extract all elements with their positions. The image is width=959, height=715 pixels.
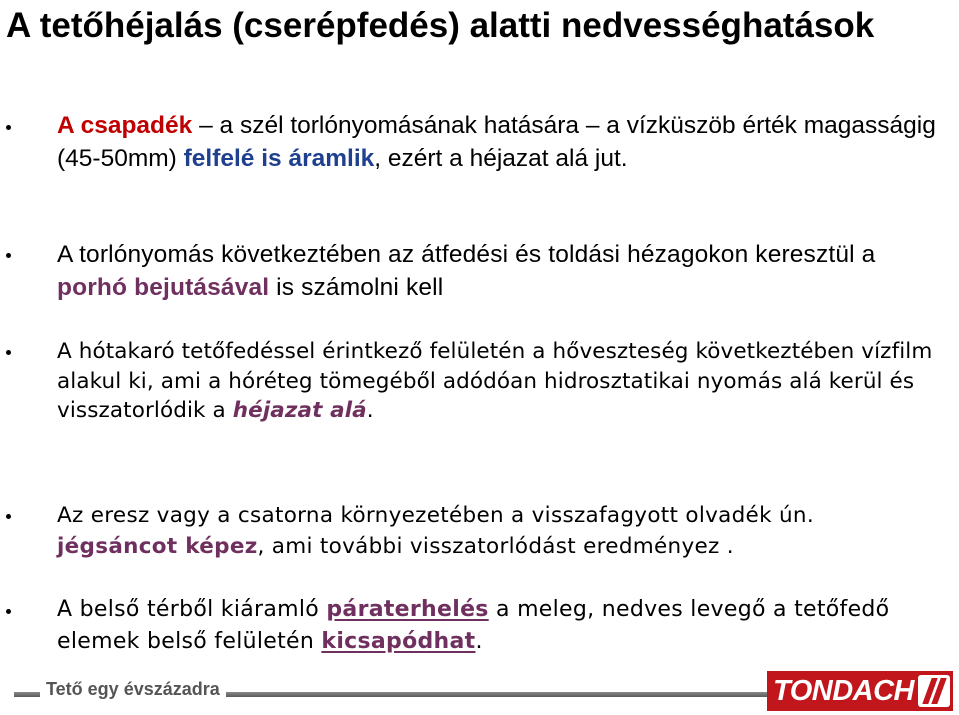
bullet-text-segment: A csapadék — [57, 112, 193, 139]
bullet-text-segment: A torlónyomás következtében az átfedési és toldási hézagokon keresztül a — [57, 241, 876, 268]
tondach-mark-icon — [918, 675, 950, 707]
bullet-item — [57, 594, 937, 658]
bullet-item — [57, 238, 937, 304]
bullet-text-segment: – a szél torlónyomásának hatására – a vízküszöb érték magasságig (45-50mm) — [57, 112, 936, 172]
bullet-text-segment: A hótakaró tetőfedéssel érintkező felületén a hőveszteség következtében vízfilm alakul ki, ami a hóréteg tömegéből adódóan hidrosztatikai nyomás alá kerül és visszatorlódik a — [57, 339, 933, 423]
footer-tagline-suffix: egy évszázadra — [87, 679, 220, 699]
bullet-text-segment: porhó bejutásával — [57, 274, 270, 301]
bullet-text-segment: , ami további visszatorlódást eredményez . — [257, 534, 734, 559]
bullet-text-segment: . — [366, 398, 374, 423]
bullet-text-segment: Az eresz vagy a csatorna környezetében a visszafagyott olvadék ún. — [57, 503, 814, 528]
footer-tagline — [40, 679, 226, 699]
slide-title: A tetőhéjalás (cserépfedés) alatti nedvességhatások — [6, 6, 875, 45]
logo-text: TONDACH — [773, 675, 914, 707]
bullet-text-segment: páraterhelés — [326, 597, 489, 622]
bullet-item — [57, 110, 937, 175]
bullet-text-segment: jégsáncot képez — [57, 534, 258, 559]
bullet-item — [57, 337, 937, 426]
bullet-text-segment: is számolni kell — [269, 274, 444, 301]
footer-tagline-prefix: Tető — [46, 679, 88, 699]
bullet-item — [57, 500, 937, 562]
bullet-text-segment: héjazat alá — [232, 398, 367, 423]
bullet-text-segment: A belső térből kiáramló — [57, 597, 327, 622]
bullet-text-segment: , ezért a héjazat alá jut. — [374, 144, 628, 172]
footer — [0, 668, 959, 715]
bullet-text-segment: a meleg, nedves levegő a tetőfedő elemek belső felületén — [57, 597, 890, 654]
tondach-logo — [767, 671, 953, 711]
bullet-text-segment: . — [475, 629, 483, 654]
bullet-text-segment: felfelé is áramlik — [183, 144, 375, 172]
bullet-text-segment: kicsapódhat — [321, 629, 476, 654]
